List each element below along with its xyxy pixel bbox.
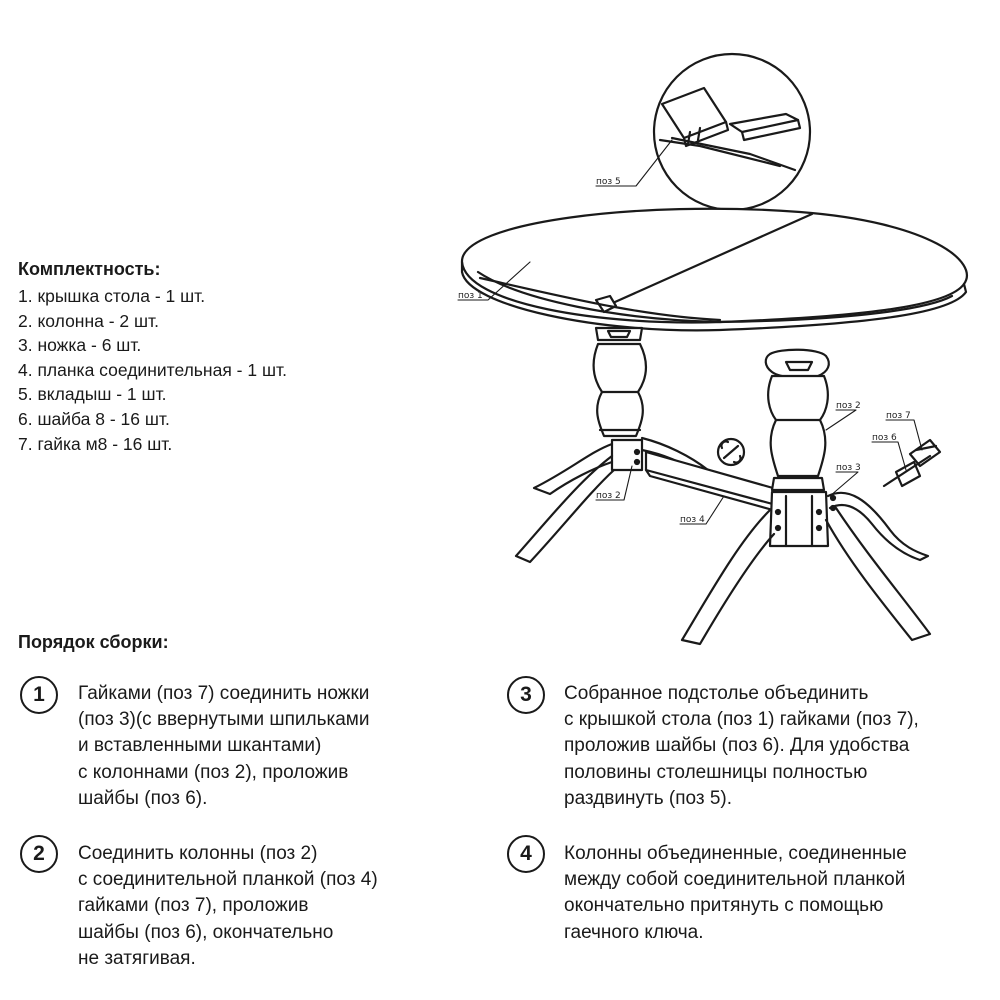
callout-pos5: поз 5 <box>596 177 621 187</box>
callout-pos2-left: поз 2 <box>596 491 621 501</box>
step-number: 1 <box>33 683 45 706</box>
step-2-badge <box>20 835 58 873</box>
assembly-title: Порядок сборки: <box>18 632 169 652</box>
connecting-plank <box>646 452 780 512</box>
kit-item: 1. крышка стола - 1 шт. <box>18 286 206 306</box>
step-2-text: Соединить колонны (поз 2) с соединительной планкой (поз 4) гайками (поз 7), проложив шайбы (поз 6), окончательно не затягивая. <box>78 843 378 969</box>
kit-title: Комплектность: <box>18 259 161 279</box>
callout-pos1: поз 1 <box>458 291 483 301</box>
step-3-badge <box>507 676 545 714</box>
step-1-text: Гайками (поз 7) соединить ножки (поз 3)(с ввернутыми шпильками и вставленными шкантами) с колоннами (поз 2), проложив шайбы (поз 6). <box>78 683 370 809</box>
kit-item: 6. шайба 8 - 16 шт. <box>18 408 170 429</box>
callout-pos4: поз 4 <box>680 515 705 525</box>
kit-item: 5. вкладыш - 1 шт. <box>18 384 167 405</box>
kit-item: 7. гайка м8 - 16 шт. <box>18 433 173 454</box>
kit-item: 2. колонна - 2 шт. <box>18 310 159 331</box>
step-4-badge <box>507 835 545 873</box>
step-number: 2 <box>33 842 45 865</box>
step-number: 4 <box>520 842 532 865</box>
step-4-text: Колонны объединенные, соединенные между собой соединительной планкой окончательно притянуть с помощью гаечного ключа. <box>564 843 907 943</box>
kit-list <box>18 284 287 456</box>
left-pedestal <box>516 328 708 562</box>
right-pedestal <box>682 350 930 644</box>
table-top <box>462 209 967 331</box>
callout-pos2-right: поз 2 <box>836 401 861 411</box>
step-number: 3 <box>520 683 532 706</box>
step-3-text: Собранное подстолье объединить с крышкой стола (поз 1) гайками (поз 7), проложив шайбы (поз 6). Для удобства половины столешницы полностью раздвинуть (поз 5). <box>564 683 919 809</box>
kit-item: 4. планка соединительная - 1 шт. <box>18 359 287 380</box>
detail-magnifier <box>654 54 810 210</box>
callout-pos6: поз 6 <box>872 433 897 443</box>
wrench-icon <box>718 439 744 465</box>
step-1-badge <box>20 676 58 714</box>
kit-item: 3. ножка - 6 шт. <box>18 335 142 356</box>
callout-pos3: поз 3 <box>836 463 861 473</box>
callout-pos7: поз 7 <box>886 411 911 421</box>
washer-icon <box>884 456 930 486</box>
